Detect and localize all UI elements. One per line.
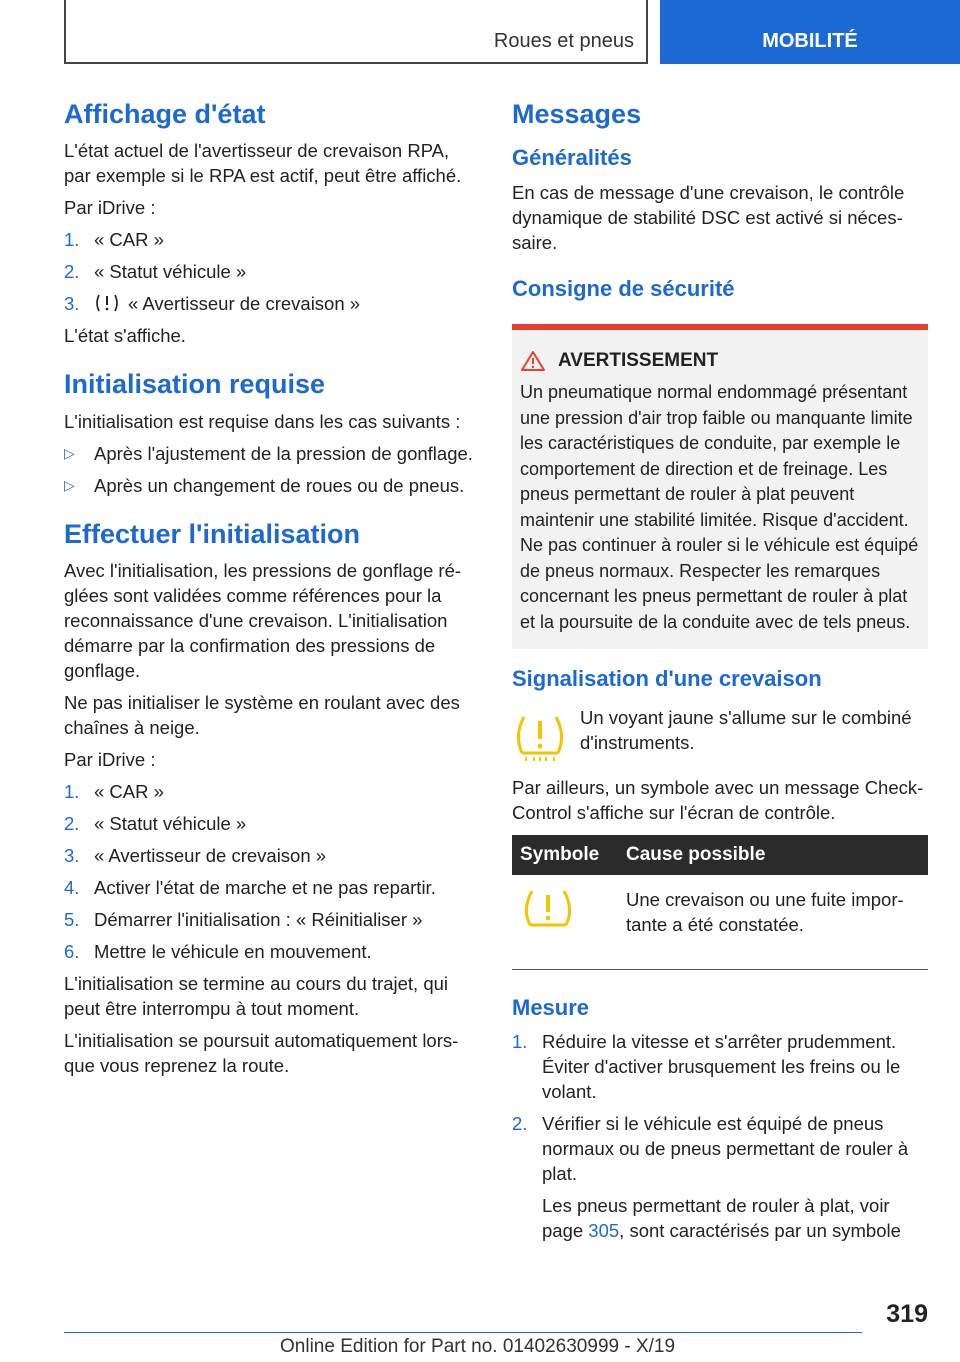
measure-steps xyxy=(512,1029,928,1186)
do-init-title: Effectuer l'initialisation xyxy=(64,518,360,549)
status-result: L'état s'affiche. xyxy=(64,325,186,347)
table-header-cause: Cause possible xyxy=(618,835,928,875)
step-number: 1. xyxy=(64,781,80,803)
step-text: « Avertisseur de crevaison » xyxy=(94,845,327,867)
do-init-p1: Avec l'initialisation, les pressions de gonflage réglées sont validées comme références pour la reconnaissance d'une crevaison. L'initialisation démarre par la confirmation des pressions de gonflage. xyxy=(64,560,462,682)
step-number: 2. xyxy=(64,261,80,283)
table-cell-symbol xyxy=(512,875,618,953)
signal-text: Par ailleurs, un symbole avec un message Check-Control s'affiche sur l'écran de contrôle. xyxy=(512,776,924,823)
symbol-table xyxy=(512,835,928,953)
init-required-bullets xyxy=(64,441,478,498)
step-text: Réduire la vitesse et s'arrêter prudemment. Éviter d'activer brusquement les freins ou le volant. xyxy=(542,1031,901,1103)
step-number: 6. xyxy=(64,941,80,963)
table-cell-cause: Une crevaison ou une fuite importante a été constatée. xyxy=(626,888,904,935)
step-text: « Avertisseur de crevaison » xyxy=(128,293,361,315)
do-init-p2: Ne pas initialiser le système en roulant avec des chaînes à neige. xyxy=(64,692,460,739)
list-item xyxy=(64,875,478,900)
status-section xyxy=(64,98,478,348)
note-text-before: Les pneus permettant de rouler à plat, voir page xyxy=(542,1195,890,1242)
step-text: « CAR » xyxy=(94,229,164,251)
bullet-text: Après un changement de roues ou de pneus. xyxy=(94,474,465,496)
step-text: Démarrer l'initialisation : « Réinitialiser » xyxy=(94,909,423,931)
tpms-warning-symbol-icon xyxy=(520,887,576,935)
signal-lamp-row xyxy=(512,705,928,765)
bullet-triangle-icon: ▷ xyxy=(64,476,75,493)
list-item xyxy=(64,259,478,284)
list-item xyxy=(64,473,478,498)
step-number: 1. xyxy=(64,229,80,251)
list-item xyxy=(64,291,478,316)
page-number: 319 xyxy=(886,1300,928,1328)
list-item xyxy=(64,227,478,252)
list-item xyxy=(512,1029,928,1104)
list-item xyxy=(64,811,478,836)
step-number: 2. xyxy=(64,813,80,835)
warning-box xyxy=(512,324,928,649)
footer-edition: Online Edition for Part no. 01402630999 - X/19 xyxy=(280,1336,676,1357)
warning-triangle-icon xyxy=(520,350,546,372)
tpms-icon xyxy=(94,293,120,313)
step-number: 5. xyxy=(64,909,80,931)
list-item xyxy=(512,1111,928,1186)
step-number: 3. xyxy=(64,293,80,315)
right-column xyxy=(512,98,928,1250)
measure-section xyxy=(512,994,928,1244)
do-init-section xyxy=(64,518,478,1078)
list-item xyxy=(64,441,478,466)
tpms-warning-lamp-icon xyxy=(512,709,568,765)
bullet-text: Après l'ajustement de la pression de gonflage. xyxy=(94,442,473,464)
chapter-tab[interactable]: MOBILITÉ xyxy=(660,0,960,64)
step-text: « CAR » xyxy=(94,781,164,803)
init-required-intro: L'initialisation est requise dans les cas suivants : xyxy=(64,410,461,432)
signal-lamp-text: Un voyant jaune s'allume sur le combiné d'instruments. xyxy=(580,706,912,753)
page-reference-link[interactable]: 305 xyxy=(588,1220,620,1242)
list-item xyxy=(64,843,478,868)
signal-section xyxy=(512,665,928,970)
measure-title: Mesure xyxy=(512,994,590,1020)
list-item xyxy=(64,907,478,932)
section-title: Roues et pneus xyxy=(493,30,634,52)
header-box xyxy=(64,0,648,64)
general-section xyxy=(512,144,928,255)
bullet-triangle-icon: ▷ xyxy=(64,444,75,461)
step-text: Mettre le véhicule en mouvement. xyxy=(94,941,372,963)
table-row xyxy=(512,875,928,953)
footer-divider xyxy=(64,1332,862,1333)
step-number: 2. xyxy=(512,1113,528,1135)
measure-note xyxy=(512,1193,928,1243)
status-steps xyxy=(64,227,478,316)
init-required-section xyxy=(64,368,478,497)
step-number: 1. xyxy=(512,1031,528,1053)
status-title: Affichage d'état xyxy=(64,99,266,129)
list-item xyxy=(64,939,478,964)
table-header-symbol: Symbole xyxy=(512,835,618,875)
table-header-row xyxy=(512,835,928,875)
safety-title: Consigne de sécurité xyxy=(512,275,735,301)
list-item xyxy=(64,779,478,804)
step-number: 4. xyxy=(64,877,80,899)
step-text: Activer l'état de marche et ne pas repartir. xyxy=(94,877,436,899)
status-via: Par iDrive : xyxy=(64,197,156,219)
do-init-via: Par iDrive : xyxy=(64,749,156,771)
messages-title: Messages xyxy=(512,99,642,129)
init-required-title: Initialisation requise xyxy=(64,369,326,400)
safety-section xyxy=(512,275,928,650)
do-init-p3: L'initialisation se termine au cours du trajet, qui peut être interrompu à tout moment. xyxy=(64,973,449,1020)
warning-text: Un pneumatique normal endommagé présentant une pression d'air trop faible ou manquante limite les caractéristiques de conduite, par exemple le comportement de direction et de freinage. Les pneus permettant de rouler à plat peuvent maintenir une stabilité limitée. Risque d'accident. Ne pas continuer à rouler si le véhicule est équipé de pneus normaux. Respecter les remarques concernant les pneus permettant de rouler à plat et la poursuite de la conduite avec de tels pneus. xyxy=(520,382,919,632)
general-text: En cas de message d'une crevaison, le contrôle dynamique de stabilité DSC est activé si nécessaire. xyxy=(512,181,905,253)
step-number: 3. xyxy=(64,845,80,867)
warning-label: AVERTISSEMENT xyxy=(558,350,719,372)
do-init-steps xyxy=(64,779,478,964)
step-text: « Statut véhicule » xyxy=(94,813,247,835)
left-column xyxy=(64,98,478,1098)
general-title: Généralités xyxy=(512,145,632,171)
step-text: Vérifier si le véhicule est équipé de pneus normaux ou de pneus permettant de rouler à plat. xyxy=(542,1113,909,1185)
do-init-p4: L'initialisation se poursuit automatiquement lorsque vous reprenez la route. xyxy=(64,1030,459,1077)
signal-title: Signalisation d'une crevaison xyxy=(512,666,822,692)
note-text-after: , sont caractérisés par un symbole xyxy=(619,1220,901,1242)
divider xyxy=(512,969,928,970)
status-intro: L'état actuel de l'avertisseur de crevaison RPA, par exemple si le RPA est actif, peut être affiché. xyxy=(64,140,462,187)
step-text: « Statut véhicule » xyxy=(94,261,247,283)
warning-header xyxy=(520,350,920,372)
